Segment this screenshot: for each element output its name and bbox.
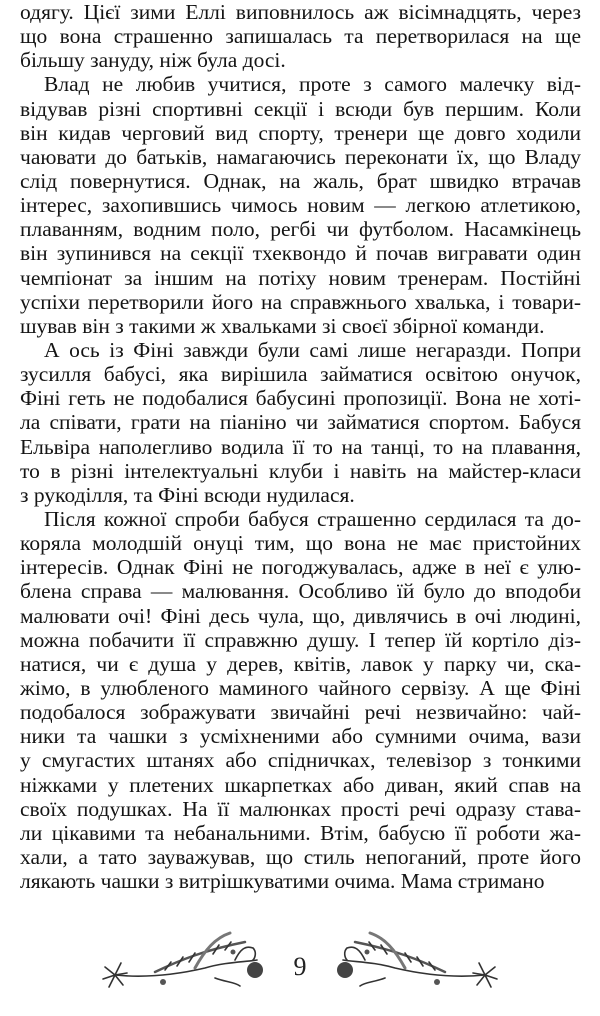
- text-line: плаванням, водним поло, регбі чи футболом. Насамкінець: [20, 217, 581, 242]
- text-line: зусилля бабусі, яка вирішила займатися освітою онучок,: [20, 362, 581, 387]
- text-line: Влад не любив учитися, проте з самого малечку від-: [44, 72, 581, 97]
- paragraph: [20, 0, 581, 72]
- paragraph: [20, 507, 581, 893]
- text-line: можна побачити її справжню душу. І тепер їй кортіло діз-: [20, 627, 581, 652]
- text-line: Після кожної спроби бабуся страшенно сердилася та до-: [44, 506, 581, 531]
- text-line: ніжками у плетених шкарпетках або диван, який спав на: [20, 772, 581, 797]
- text-line: з рукоділля, та Фіні всюди нудилася.: [20, 482, 355, 507]
- text-line: ла співати, грати на піаніно чи займатися спортом. Бабуся: [20, 410, 581, 435]
- text-line: інтересів. Однак Фіні не погоджувалась, адже в неї є улю-: [20, 555, 581, 580]
- paragraph: [20, 72, 581, 338]
- text-line: А ось із Фіні завжди були самі лише негаразди. Попри: [44, 337, 581, 362]
- text-line: одягу. Цієї зими Еллі виповнилось аж вісімнадцять, через: [20, 0, 581, 24]
- text-line: коряла молодшій онуці тим, що вона не має пристойних: [20, 531, 581, 556]
- text-line: що вона страшенно запишалась та перетворилася на ще: [20, 24, 581, 49]
- text-line: своїх подушках. На її малюнках прості речі одразу става-: [20, 796, 581, 821]
- text-line: шував він з такими ж хвальками зі своєї збірної команди.: [20, 313, 545, 338]
- text-line: лякають чашки з витрішкуватими очима. Мама стримано: [20, 869, 545, 894]
- page-body-text: [20, 0, 581, 893]
- text-line: успіхи перетворили його на справжнього хвалька, і товари-: [20, 289, 581, 314]
- text-line: хали, а тато зауважував, що стиль непоганий, проте його: [20, 844, 581, 869]
- paragraph: [20, 338, 581, 507]
- text-line: жімо, в улюбленого маминого чайного сервізу. А ще Фіні: [20, 675, 581, 700]
- floral-ornament-left-icon: [95, 930, 265, 1000]
- text-line: то в різні інтелектуальні клуби і навіть на майстер-класи: [20, 458, 581, 483]
- text-line: натися, чи є душа у дерев, квітів, лавок у парку чи, ска-: [20, 651, 581, 676]
- text-line: більшу зануду, ніж була досі.: [20, 48, 286, 73]
- text-line: слід повернутися. Однак, на жаль, брат швидко втрачав: [20, 168, 581, 193]
- text-line: чаювати до батьків, намагаючись переконати їх, що Владу: [20, 144, 581, 169]
- text-line: ники та чашки з усміхненими або сумними очима, вази: [20, 724, 581, 749]
- text-line: блена справа — малювання. Особливо їй було до вподоби: [20, 579, 581, 604]
- text-line: інтерес, захопившись чимось новим — легкою атлетикою,: [20, 193, 581, 218]
- text-line: малювати очі! Фіні десь чула, що, дивлячись в очі людині,: [20, 603, 581, 628]
- text-line: Фіні геть не подобалися бабусині пропозиції. Вона не хоті-: [20, 386, 581, 411]
- text-line: ли цікавими та небанальними. Втім, бабусю її роботи жа-: [20, 820, 581, 845]
- text-line: Ельвіра наполегливо водила її то на танці, то на плавання,: [20, 434, 581, 459]
- page-number: 9: [293, 952, 307, 981]
- text-line: він зупинився на секції тхеквондо й почав вигравати один: [20, 241, 581, 266]
- text-line: чемпіонат за іншим на потіху новим тренерам. Постійні: [20, 265, 581, 290]
- floral-ornament-right-icon: [335, 930, 505, 1000]
- text-line: відував різні спортивні секції і всюди був першим. Коли: [20, 96, 581, 121]
- page-footer: [0, 930, 600, 1000]
- text-line: подобалося зображувати звичайні речі незвичайно: чай-: [20, 700, 581, 725]
- text-line: у смугастих штанях або спідничках, телевізор з тонкими: [20, 748, 581, 773]
- text-line: він кидав черговий вид спорту, тренери ще довго ходили: [20, 120, 581, 145]
